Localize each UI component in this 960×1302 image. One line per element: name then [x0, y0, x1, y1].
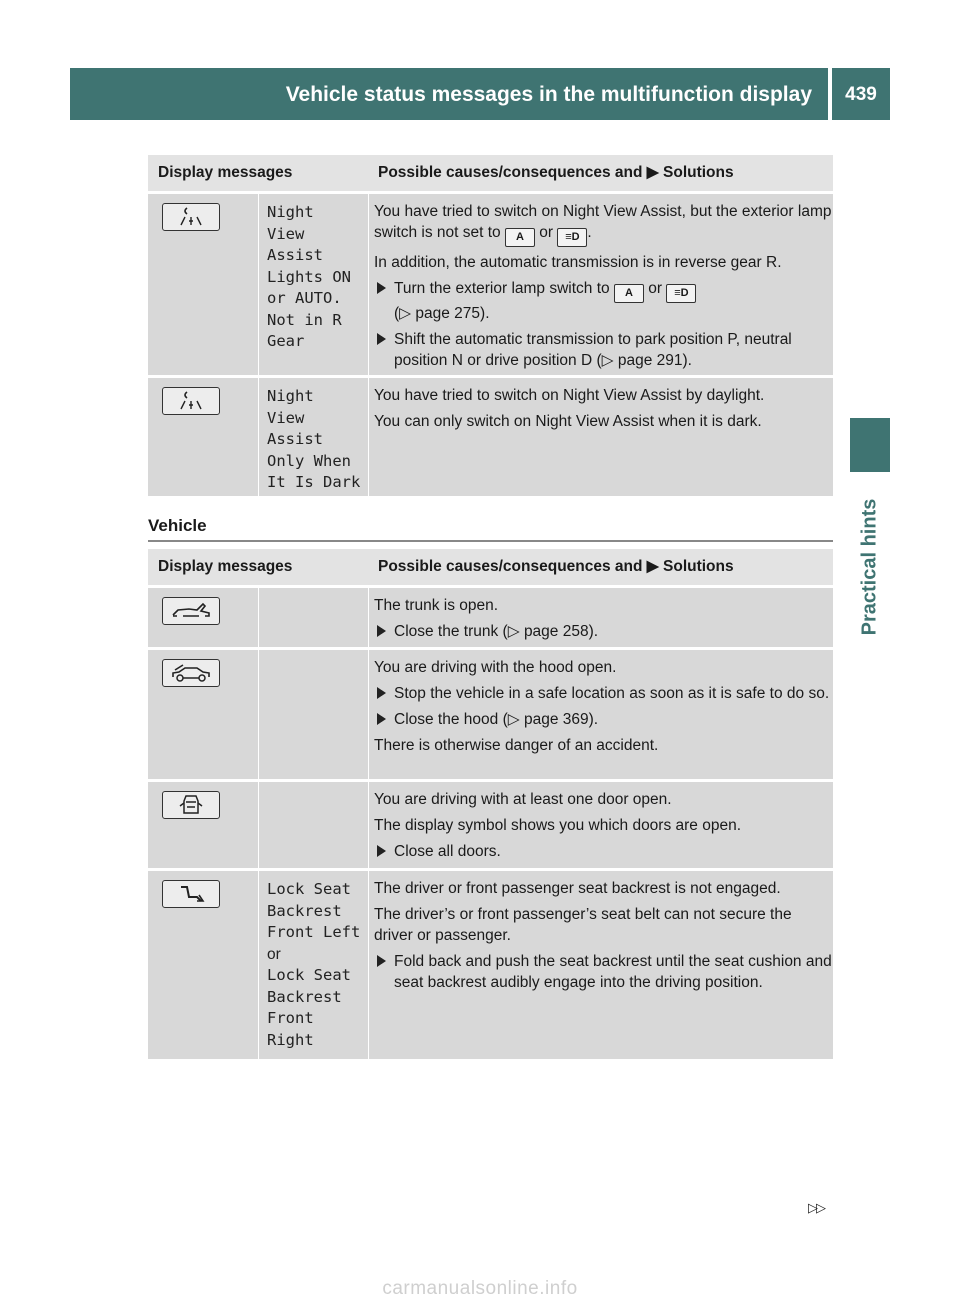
low-beam-key: ≡D — [557, 228, 587, 247]
description-text: In addition, the automatic transmission is in reverse gear R. — [374, 254, 782, 271]
solution-step: Close the hood (▷ page 369). — [374, 709, 833, 730]
solution-step: Fold back and push the seat backrest until the seat cushion and seat backrest audibly engage into the driving position. — [374, 951, 833, 993]
description-text: The display symbol shows you which doors are open. — [374, 817, 742, 834]
seat-backrest-icon — [162, 880, 220, 908]
display-message: Night View Assist Lights ON or AUTO. Not in R Gear — [267, 203, 351, 350]
vehicle-table — [148, 549, 833, 1059]
description-text: There is otherwise danger of an accident. — [374, 737, 659, 754]
section-title: Vehicle — [148, 516, 207, 535]
description-text: The driver or front passenger seat backrest is not engaged. — [374, 880, 781, 897]
arrow-icon — [377, 282, 386, 294]
section-side-label: Practical hints — [858, 498, 881, 636]
description-text: You are driving with at least one door open. — [374, 791, 672, 808]
description-text: The trunk is open. — [374, 597, 499, 614]
hood-open-icon — [162, 659, 220, 687]
arrow-icon — [377, 713, 386, 725]
arrow-icon — [377, 333, 386, 345]
col-header-causes: Possible causes/consequences and ▶ Solutions — [378, 164, 734, 181]
section-tab-marker — [850, 418, 890, 472]
table-row — [148, 191, 833, 375]
low-beam-key: ≡D — [666, 284, 696, 303]
col-header-messages: Display messages — [158, 558, 293, 575]
night-view-icon — [162, 387, 220, 415]
solution-step: Turn the exterior lamp switch to A or ≡D (▷ page 275). — [374, 278, 833, 324]
table-row — [148, 647, 833, 779]
continue-marker: ▷▷ — [808, 1200, 824, 1215]
door-open-icon — [162, 791, 220, 819]
arrow-icon — [377, 625, 386, 637]
section-divider — [148, 540, 833, 542]
description-text: You have tried to switch on Night View Assist by daylight. — [374, 387, 765, 404]
arrow-icon — [377, 845, 386, 857]
col-header-causes: Possible causes/consequences and ▶ Solutions — [378, 558, 734, 575]
table-row — [148, 868, 833, 1059]
table-row — [148, 779, 833, 868]
table-header — [148, 155, 833, 191]
col-header-messages: Display messages — [158, 164, 293, 181]
solution-step: Shift the automatic transmission to park position P, neutral position N or drive position D (▷ page 291). — [374, 329, 833, 371]
solution-step: Stop the vehicle in a safe location as soon as it is safe to do so. — [374, 683, 833, 704]
page-title: Vehicle status messages in the multifunction display — [285, 83, 812, 106]
arrow-icon — [377, 687, 386, 699]
description-text: You can only switch on Night View Assist when it is dark. — [374, 413, 762, 430]
description-text: You have tried to switch on Night View Assist, but the exterior lamp switch is not set to A or ≡D . — [374, 201, 833, 247]
night-view-icon — [162, 203, 220, 231]
watermark: carmanualsonline.info — [382, 1278, 578, 1299]
description-text: You are driving with the hood open. — [374, 659, 617, 676]
night-view-table — [148, 155, 833, 496]
table-row — [148, 585, 833, 647]
arrow-icon — [377, 955, 386, 967]
lamp-auto-key: A — [614, 284, 644, 303]
page-header — [70, 68, 890, 120]
solution-step: Close the trunk (▷ page 258). — [374, 621, 833, 642]
table-header — [148, 549, 833, 585]
table-row — [148, 375, 833, 496]
lamp-auto-key: A — [505, 228, 535, 247]
display-message: Lock Seat Backrest Front Left or Lock Seat Backrest Front Right — [267, 880, 361, 1049]
page-number: 439 — [845, 84, 877, 105]
solution-step: Close all doors. — [374, 841, 833, 862]
display-message: Night View Assist Only When It Is Dark — [267, 387, 361, 491]
description-text: The driver’s or front passenger’s seat belt can not secure the driver or passenger. — [374, 906, 792, 944]
trunk-open-icon — [162, 597, 220, 625]
